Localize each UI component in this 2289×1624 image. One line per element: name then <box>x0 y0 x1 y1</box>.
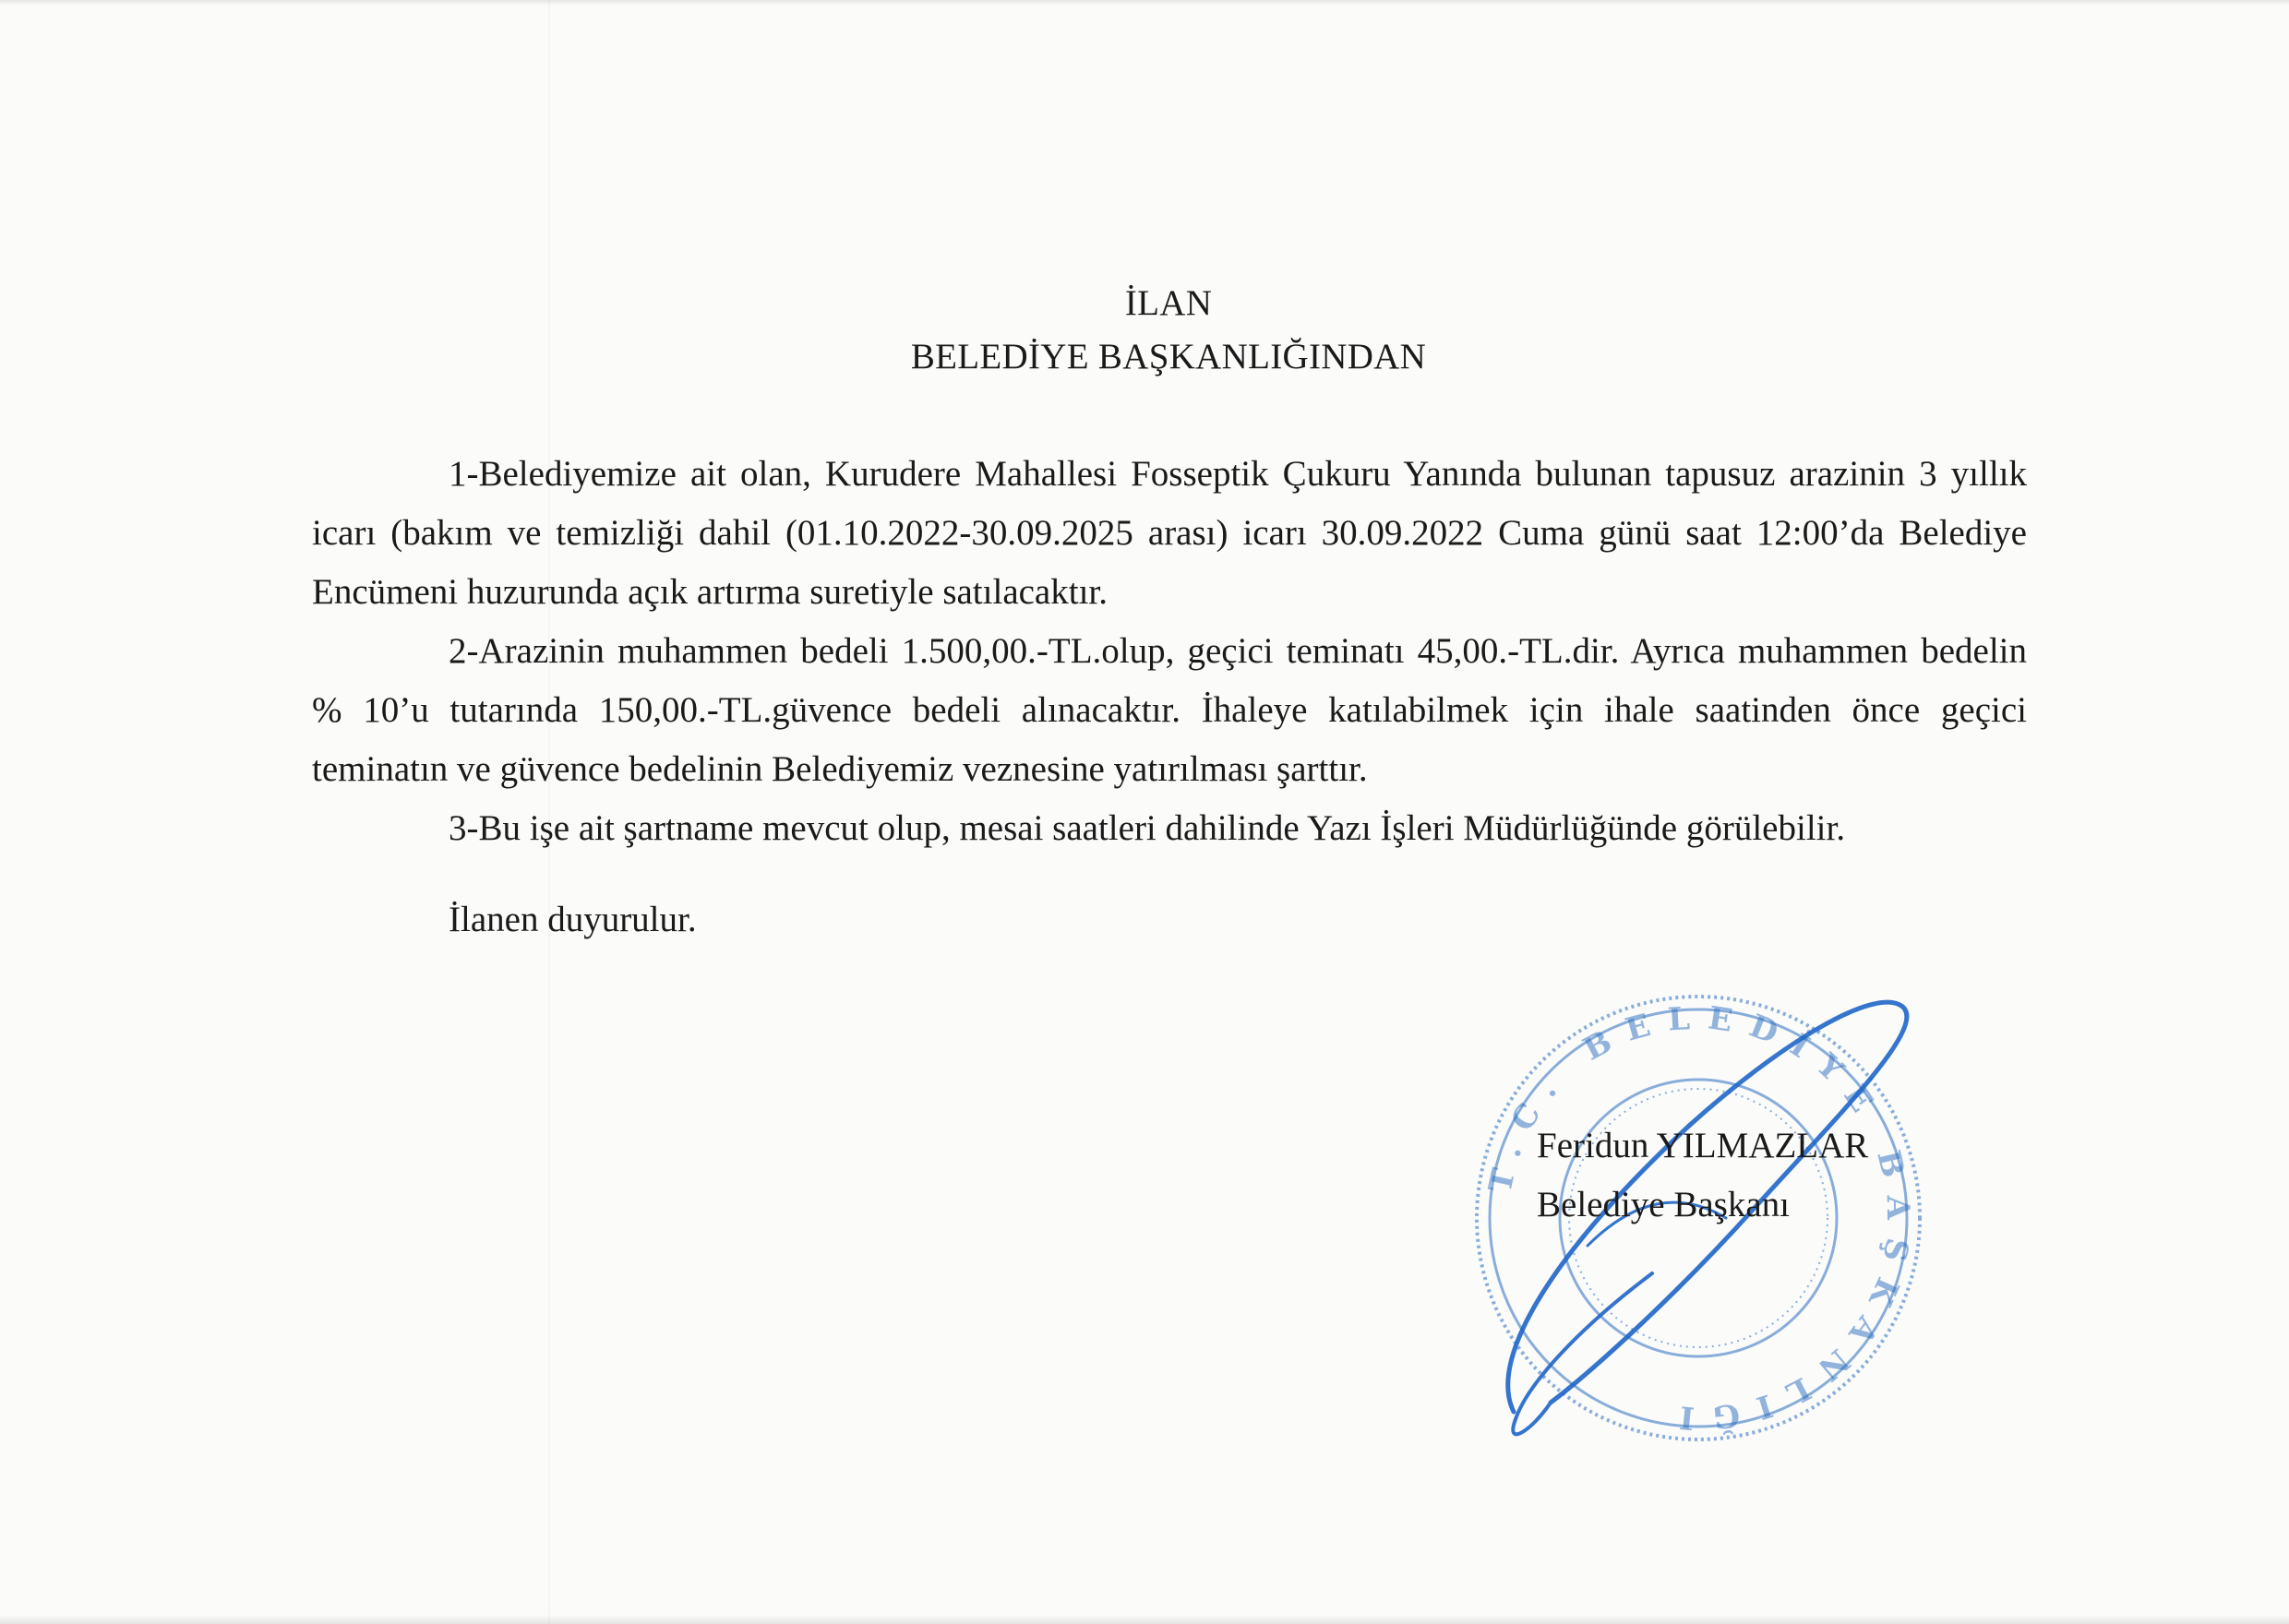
signer-role: Belediye Başkanı <box>1537 1185 1791 1224</box>
document-title: İLAN <box>1124 283 1213 323</box>
seal-text: T.C. BELEDİYE BAŞKANLIĞI <box>1481 999 1917 1438</box>
document-body <box>312 445 2027 858</box>
paragraph-1: 1-Belediyemize ait olan, Kurudere Mahallesi Fosseptik Çukuru Yanında bulunan tapusuz arazinin 3 yıllık icarı (bakım ve temizliği dahil (01.10.2022-30.09.2025 arası) icarı 30.09.2022 Cuma günü saat 12:00’da Belediye Encümeni huzurunda açık artırma suretiyle satılacaktır. <box>312 454 2027 612</box>
signature-block <box>1537 1116 1868 1235</box>
page-top-edge <box>0 0 2289 6</box>
paragraph-2: 2-Arazinin muhammen bedeli 1.500,00.-TL.olup, geçici teminatı 45,00.-TL.dir. Ayrıca muhammen bedelin % 10’u tutarında 150,00.-TL.güvence bedeli alınacaktır. İhaleye katılabilmek için ihale saatinden önce geçici teminatın ve güvence bedelinin Belediyemiz veznesine yatırılması şarttır. <box>312 631 2027 789</box>
page-bottom-edge <box>0 1615 2289 1624</box>
paragraph-3: 3-Bu işe ait şartname mevcut olup, mesai saatleri dahilinde Yazı İşleri Müdürlüğünde görülebilir. <box>449 808 1846 848</box>
closing-line: İlanen duyurulur. <box>449 900 697 939</box>
document-subtitle: BELEDİYE BAŞKANLIĞINDAN <box>910 337 1427 376</box>
signer-name: Feridun YILMAZLAR <box>1537 1126 1869 1165</box>
